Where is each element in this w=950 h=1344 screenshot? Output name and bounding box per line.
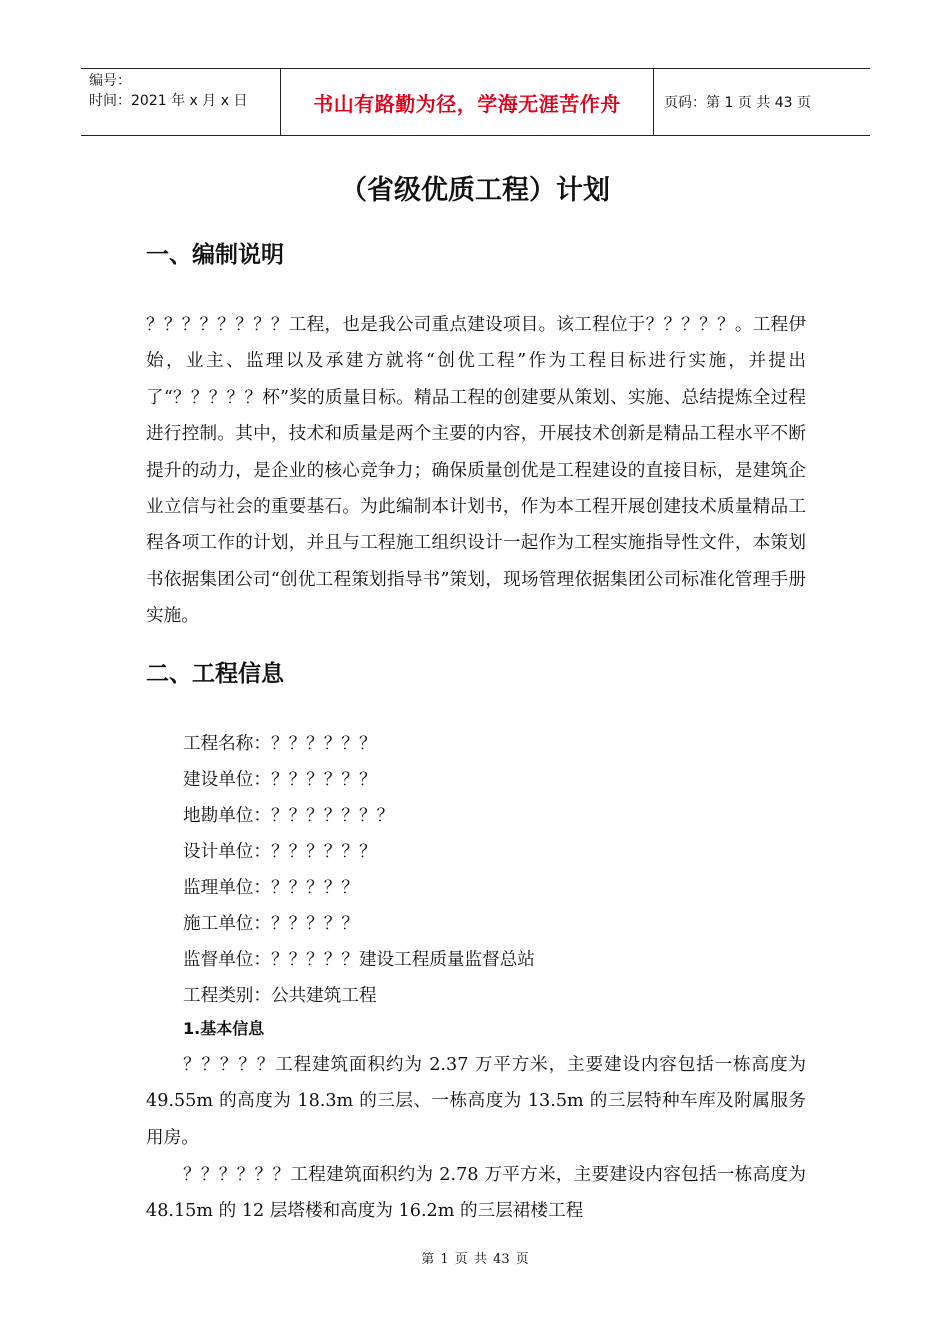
motto-text: 书山有路勤为径，学海无涯苦作舟: [313, 91, 621, 116]
info-item: 监理单位：？？？？？: [183, 878, 359, 898]
info-item: 建设单位：？？？？？？: [183, 770, 377, 790]
info-item: 工程名称：？？？？？？: [183, 734, 377, 754]
time-label: 时间：2021 年 x 月 x 日: [89, 93, 248, 109]
intro-paragraph: ？？？？？？？？工程，也是我公司重点建设项目。该工程位于？？？？？。工程伊始，业主、监理以及承建方就将“创优工程”作为工程目标进行实施，并提出了“？？？？？杯”奖的质量目标。精品工程的创建要从策划、实施、总结提炼全过程进行控制。其中，技术和质量是两个主要的内容，开展技术创新是精品工程水平不断提升的动力，是企业的核心竞争力；确保质量创优是工程建设的直接目标，是建筑企业立信与社会的重要基石。为此编制本计划书，作为本工程开展创建技术质量精品工程各项工作的计划，并且与工程施工组织设计一起作为工程实施指导性文件，本策划书依据集团公司“创优工程策划指导书”策划，现场管理依据集团公司标准化管理手册实施。: [146, 315, 806, 627]
basic-info-paragraph-2: ？？？？？？工程建筑面积约为 2.78 万平方米，主要建设内容包括一栋高度为 48.15m 的 12 层塔楼和高度为 16.2m 的三层裙楼工程: [146, 1165, 806, 1222]
info-item: 工程类别：公共建筑工程: [183, 986, 377, 1006]
header-motto-cell: [281, 69, 654, 135]
info-item: 施工单位：？？？？？: [183, 914, 359, 934]
basic-info-heading: 1.基本信息: [183, 1019, 265, 1038]
number-label: 编号：: [89, 73, 131, 89]
page-footer: 第 1 页 共 43 页: [421, 1252, 529, 1267]
header-meta-cell: [81, 69, 281, 135]
basic-info-paragraph-1: ？？？？？工程建筑面积约为 2.37 万平方米，主要建设内容包括一栋高度为 49.55m 的高度为 18.3m 的三层、一栋高度为 13.5m 的三层特种车库及附属服务用房。: [146, 1055, 806, 1148]
section-heading-1: 一、编制说明: [146, 242, 284, 268]
header-table: [81, 68, 870, 136]
project-info-list: [183, 726, 535, 1014]
info-item: 设计单位：？？？？？？: [183, 842, 377, 862]
document-title: （省级优质工程）计划: [340, 175, 610, 206]
page-info: 页码：第 1 页 共 43 页: [664, 95, 811, 111]
section-heading-2: 二、工程信息: [146, 661, 284, 687]
header-page-cell: [654, 69, 870, 135]
info-item: 监督单位：？？？？？建设工程质量监督总站: [183, 950, 535, 970]
info-item: 地勘单位：？？？？？？？: [183, 806, 395, 826]
